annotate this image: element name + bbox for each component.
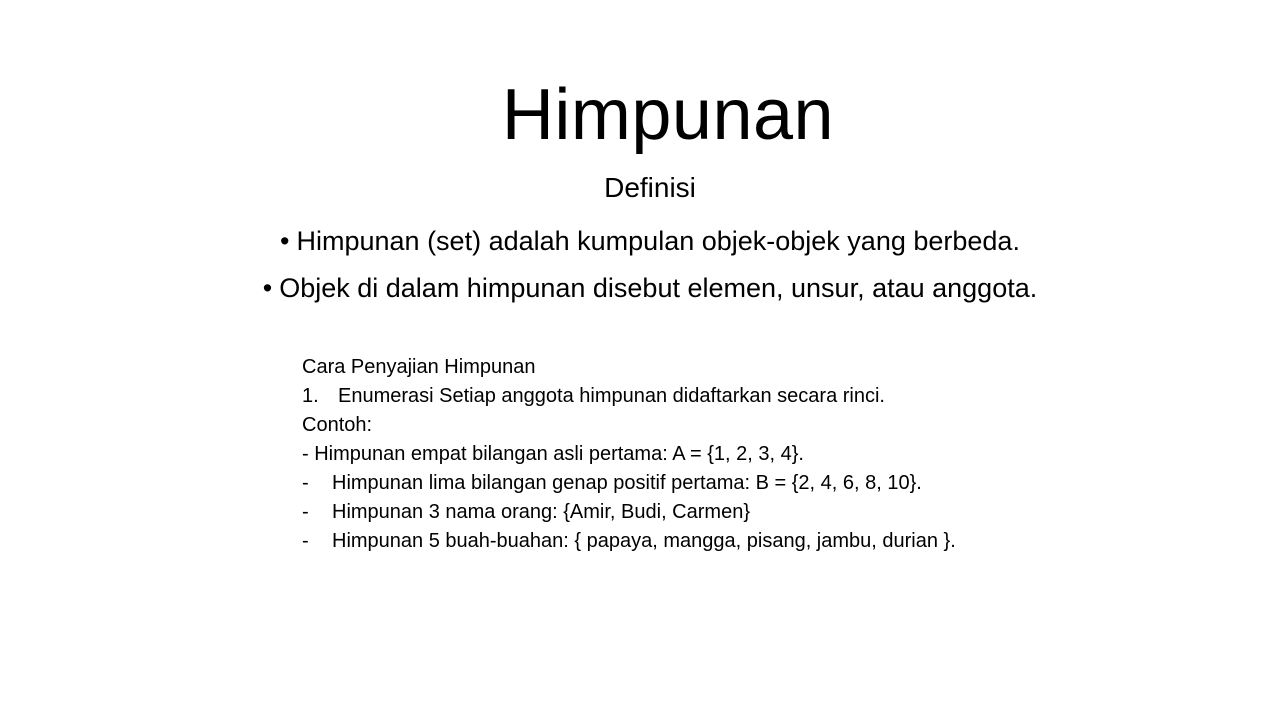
dash-marker: - [302,530,309,552]
definition-bullets [0,218,1280,312]
number-marker: 1. [302,385,319,407]
example-item: - Himpunan empat bilangan asli pertama: A = {1, 2, 3, 4}. [302,443,804,465]
dash-marker: - [302,501,309,523]
example-item [302,469,1202,498]
section-heading: Cara Penyajian Himpunan [302,356,536,378]
slide-title: Himpunan [501,75,835,155]
bullet-text: Himpunan (set) adalah kumpulan objek-objek yang berbeda. [296,226,1020,256]
bullet-item [0,218,1280,265]
numbered-item-text: Enumerasi Setiap anggota himpunan didaftarkan secara rinci. [338,385,885,407]
bullet-item [0,265,1280,312]
example-label: Contoh: [302,414,373,436]
presentation-methods-block [302,353,1202,556]
example-item-text: Himpunan 5 buah-buahan: { papaya, mangga, pisang, jambu, durian }. [332,530,956,552]
bullet-text: Objek di dalam himpunan disebut elemen, unsur, atau anggota. [279,273,1038,303]
dash-marker: - [302,472,309,494]
example-item [302,527,1202,556]
slide-subtitle: Definisi [604,172,696,203]
bullet-marker: • [262,273,273,303]
example-item-text: Himpunan lima bilangan genap positif pertama: B = {2, 4, 6, 8, 10}. [332,472,922,494]
example-item [302,498,1202,527]
example-item-text: Himpunan 3 nama orang: {Amir, Budi, Carmen} [332,501,750,523]
bullet-marker: • [280,226,290,256]
numbered-item [302,382,1202,411]
